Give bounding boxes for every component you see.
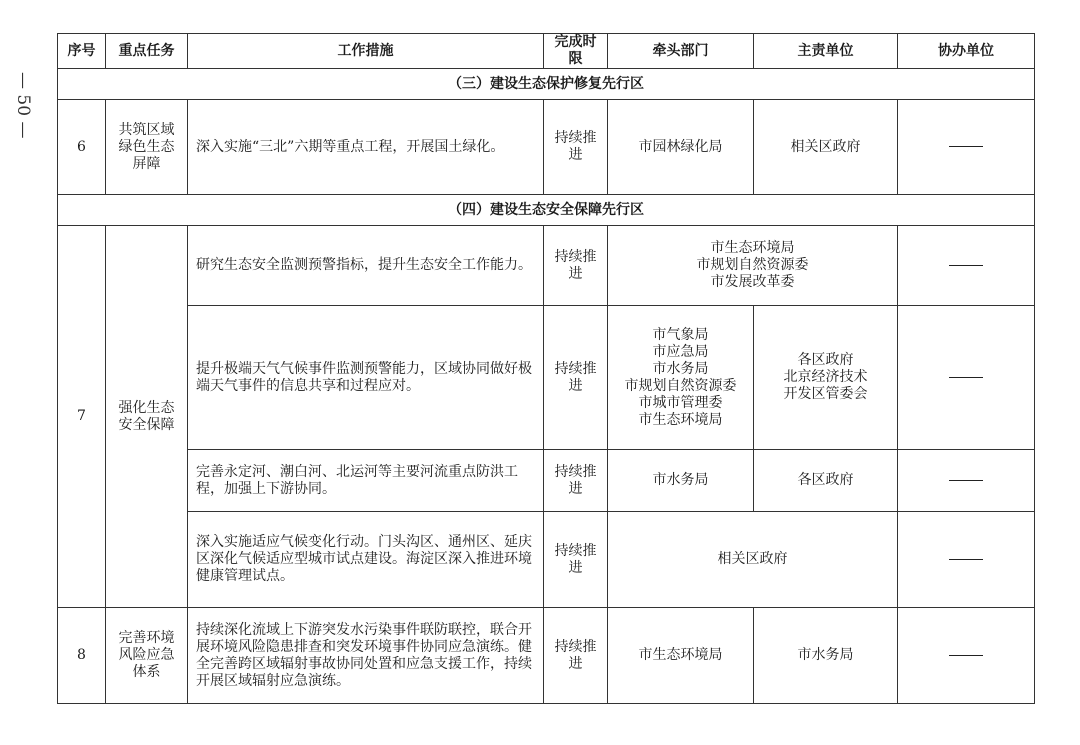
task-name: 完善环境 风险应急 体系 (106, 608, 188, 704)
table-row (58, 608, 1035, 704)
task-measure: 深入实施适应气候变化行动。门头沟区、通州区、延庆区深化气候适应型城市试点建设。海淀区深入推进环境健康管理试点。 (188, 512, 544, 608)
task-main-unit: 市水务局 (754, 608, 898, 704)
task-main-unit: 各区政府 (754, 450, 898, 512)
task-deadline: 持续推进 (544, 608, 608, 704)
task-measure: 研究生态安全监测预警指标，提升生态安全工作能力。 (188, 226, 544, 306)
page-number: — 50 — (13, 71, 33, 139)
table-row (58, 226, 1035, 306)
task-measure: 完善永定河、潮白河、北运河等主要河流重点防洪工程，加强上下游协同。 (188, 450, 544, 512)
task-assist-unit (898, 608, 1035, 704)
task-name: 强化生态 安全保障 (106, 226, 188, 608)
dash-mark (949, 146, 983, 147)
task-measure: 提升极端天气气候事件监测预警能力，区域协同做好极端天气事件的信息共享和过程应对。 (188, 306, 544, 450)
table-row (58, 100, 1035, 195)
table-row (58, 306, 1035, 450)
task-assist-unit (898, 226, 1035, 306)
task-assist-unit (898, 100, 1035, 195)
header-key-task: 重点任务 (106, 34, 188, 69)
task-assist-unit (898, 512, 1035, 608)
task-assist-unit (898, 306, 1035, 450)
task-lead-dept: 相关区政府 (608, 512, 898, 608)
task-deadline: 持续推进 (544, 512, 608, 608)
task-deadline: 持续推进 (544, 306, 608, 450)
section-title: （三）建设生态保护修复先行区 (58, 69, 1035, 100)
task-seq: 6 (58, 100, 106, 195)
task-lead-dept: 市生态环境局 市规划自然资源委 市发展改革委 (608, 226, 898, 306)
task-main-unit: 相关区政府 (754, 100, 898, 195)
task-assist-unit (898, 450, 1035, 512)
task-name: 共筑区域 绿色生态 屏障 (106, 100, 188, 195)
task-main-unit: 各区政府 北京经济技术 开发区管委会 (754, 306, 898, 450)
header-main-unit: 主责单位 (754, 34, 898, 69)
task-lead-dept: 市气象局 市应急局 市水务局 市规划自然资源委 市城市管理委 市生态环境局 (608, 306, 754, 450)
task-measure: 深入实施“三北”六期等重点工程，开展国土绿化。 (188, 100, 544, 195)
dash-mark (949, 265, 983, 266)
task-deadline: 持续推进 (544, 226, 608, 306)
dash-mark (949, 559, 983, 560)
dash-mark (949, 655, 983, 656)
header-deadline: 完成时限 (544, 34, 608, 69)
task-measure: 持续深化流域上下游突发水污染事件联防联控，联合开展环境风险隐患排查和突发环境事件协同应急演练。健全完善跨区域辐射事故协同处置和应急支援工作，持续开展区域辐射应急演练。 (188, 608, 544, 704)
dash-mark (949, 377, 983, 378)
task-deadline: 持续推进 (544, 450, 608, 512)
task-seq: 7 (58, 226, 106, 608)
table-row (58, 450, 1035, 512)
header-row (58, 34, 1035, 69)
task-deadline: 持续推进 (544, 100, 608, 195)
section-row (58, 69, 1035, 100)
section-row (58, 195, 1035, 226)
header-seq: 序号 (58, 34, 106, 69)
task-lead-dept: 市水务局 (608, 450, 754, 512)
task-table (57, 33, 1035, 704)
dash-mark (949, 480, 983, 481)
section-title: （四）建设生态安全保障先行区 (58, 195, 1035, 226)
header-lead-dept: 牵头部门 (608, 34, 754, 69)
header-measure: 工作措施 (188, 34, 544, 69)
table-row (58, 512, 1035, 608)
task-lead-dept: 市园林绿化局 (608, 100, 754, 195)
task-lead-dept: 市生态环境局 (608, 608, 754, 704)
header-assist-unit: 协办单位 (898, 34, 1035, 69)
task-seq: 8 (58, 608, 106, 704)
